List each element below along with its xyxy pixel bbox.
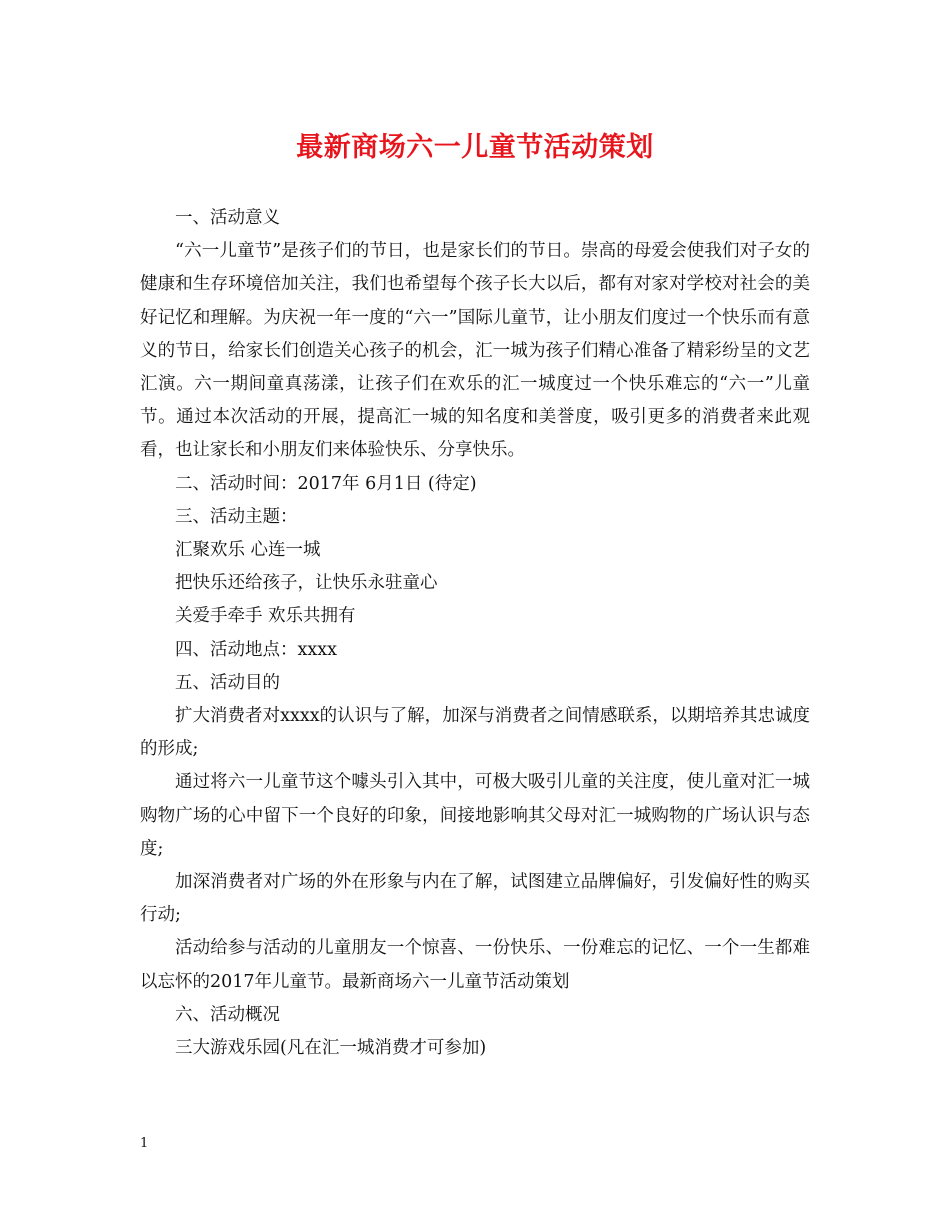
purpose-paragraph-2: 通过将六一儿童节这个噱头引入其中，可极大吸引儿童的关注度，使儿童对汇一城购物广场的心中留下一个良好的印象，间接地影响其父母对汇一城购物的广场认识与态度; xyxy=(140,772,810,859)
theme-line-3: 关爱手牵手 欢乐共拥有 xyxy=(175,606,356,627)
purpose-paragraph-3: 加深消费者对广场的外在形象与内在了解，试图建立品牌偏好，引发偏好性的购买行动; xyxy=(140,872,810,926)
purpose-paragraph-4: 活动给参与活动的儿童朋友一个惊喜、一份快乐、一份难忘的记忆、一个一生都难以忘怀的2017年儿童节。最新商场六一儿童节活动策划 xyxy=(140,938,810,992)
document-title: 最新商场六一儿童节活动策划 xyxy=(296,132,654,163)
overview-paragraph-1: 三大游戏乐园(凡在汇一城消费才可参加) xyxy=(175,1038,487,1059)
section-heading-purpose: 五、活动目的 xyxy=(175,672,280,693)
section-heading-location: 四、活动地点：xxxx xyxy=(175,639,337,660)
page-number: 1 xyxy=(140,1136,149,1151)
section-heading-significance: 一、活动意义 xyxy=(175,208,280,228)
purpose-paragraph-1: 扩大消费者对xxxx的认识与了解，加深与消费者之间情感联系，以期培养其忠诚度的形成; xyxy=(140,706,810,760)
section-heading-time: 二、活动时间：2017年 6月1日 (待定) xyxy=(175,473,477,494)
theme-line-2: 把快乐还给孩子，让快乐永驻童心 xyxy=(175,573,438,594)
theme-line-1: 汇聚欢乐 心连一城 xyxy=(175,540,321,561)
paragraph-significance: “六一儿童节”是孩子们的节日，也是家长们的节日。崇高的母爱会使我们对子女的健康和生存环境倍加关注，我们也希望每个孩子长大以后，都有对家对学校对社会的美好记忆和理解。为庆祝一年一度的“六一”国际儿童节，让小朋友们度过一个快乐而有意义的节日，给家长们创造关心孩子的机会，汇一城为孩子们精心准备了精彩纷呈的文艺汇演。六一期间童真荡漾，让孩子们在欢乐的汇一城度过一个快乐难忘的“六一”儿童节。通过本次活动的开展，提高汇一城的知名度和美誉度，吸引更多的消费者来此观看，也让家长和小朋友们来体验快乐、分享快乐。 xyxy=(140,241,810,461)
section-heading-overview: 六、活动概况 xyxy=(175,1004,280,1025)
document-body xyxy=(140,202,810,1065)
section-heading-theme: 三、活动主题： xyxy=(175,506,298,527)
